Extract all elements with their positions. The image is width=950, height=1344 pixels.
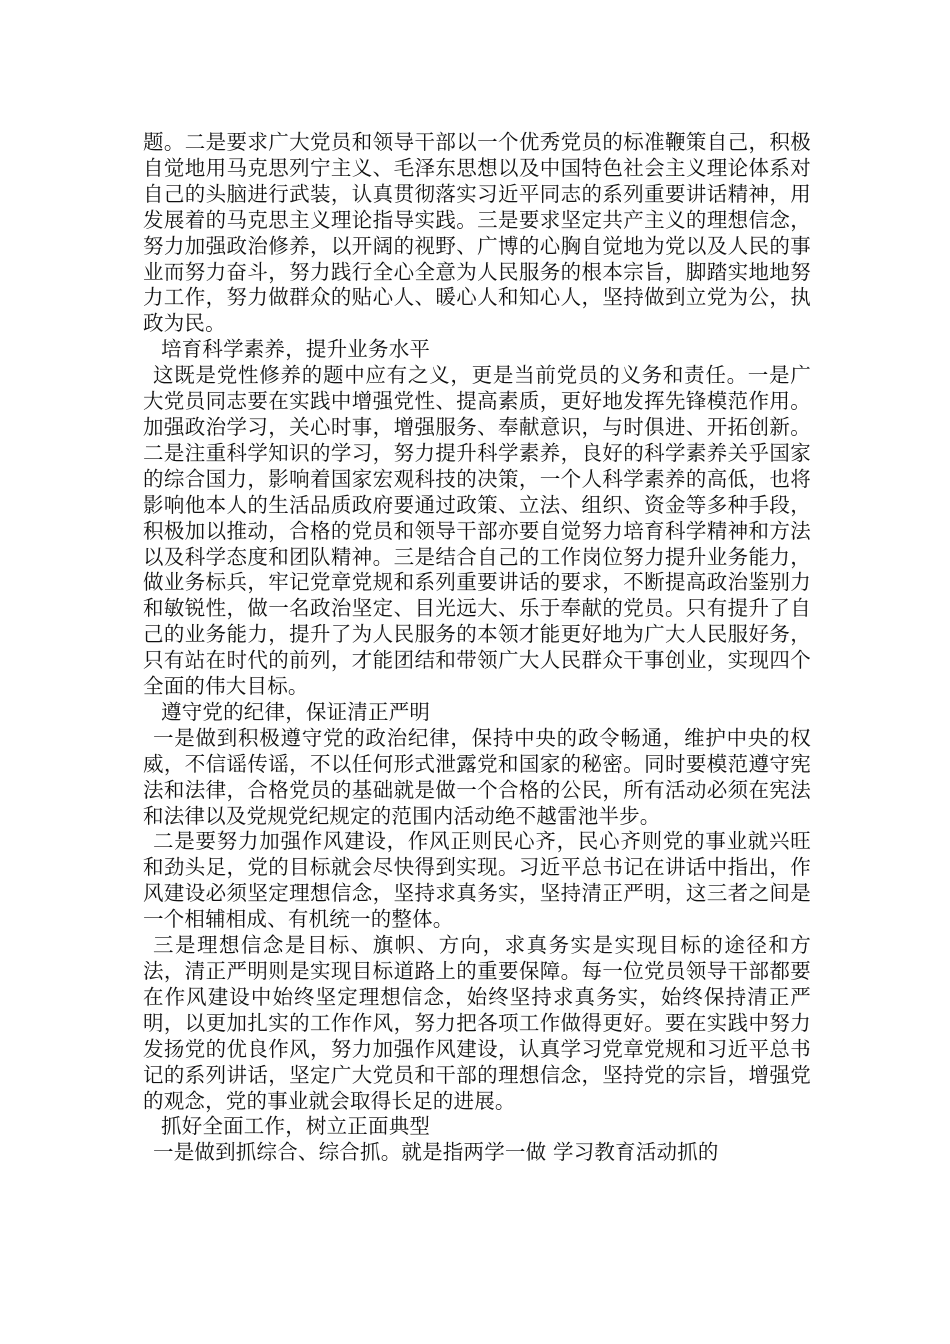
section-heading: 培育科学素养，提升业务水平	[161, 337, 431, 362]
document-body	[143, 130, 811, 1166]
body-paragraph: 一是做到积极遵守党的政治纪律，保持中央的政令畅通，维护中央的权威，不信谣传谣，不以任何形式泄露党和国家的秘密。同时要模范遵守宪法和法律，合格党员的基础就是做一个合格的公民，所有活动必须在宪法和法律以及党规党纪规定的范围内活动绝不越雷池半步。	[143, 725, 811, 828]
body-paragraph: 这既是党性修养的题中应有之义，更是当前党员的义务和责任。一是广大党员同志要在实践中增强党性、提高素质，更好地发挥先锋模范作用。加强政治学习，关心时事，增强服务、奉献意识，与时俱进、开拓创新。二是注重科学知识的学习，努力提升科学素养，良好的科学素养关乎国家的综合国力，影响着国家宏观科技的决策，一个人科学素养的高低，也将影响他本人的生活品质政府要通过政策、立法、组织、资金等多种手段，积极加以推动，合格的党员和领导干部亦要自觉努力培育科学精神和方法以及科学态度和团队精神。三是结合自己的工作岗位努力提升业务能力，做业务标兵，牢记党章党规和系列重要讲话的要求，不断提高政治鉴别力和敏锐性，做一名政治坚定、目光远大、乐于奉献的党员。只有提升了自己的业务能力，提升了为人民服务的本领才能更好地为广大人民服好务，只有站在时代的前列，才能团结和带领广大人民群众干事创业，实现四个全面的伟大目标。	[143, 363, 811, 699]
body-paragraph: 题。二是要求广大党员和领导干部以一个优秀党员的标准鞭策自己，积极自觉地用马克思列宁主义、毛泽东思想以及中国特色社会主义理论体系对自己的头脑进行武装，认真贯彻落实习近平同志的系列重要讲话精神，用发展着的马克思主义理论指导实践。三是要求坚定共产主义的理想信念，努力加强政治修养，以开阔的视野、广博的心胸自觉地为党以及人民的事业而努力奋斗，努力践行全心全意为人民服务的根本宗旨，脚踏实地地努力工作，努力做群众的贴心人、暖心人和知心人，坚持做到立党为公，执政为民。	[143, 130, 811, 336]
section-heading: 抓好全面工作，树立正面典型	[161, 1114, 431, 1139]
body-paragraph: 一是做到抓综合、综合抓。就是指两学一做 学习教育活动抓的	[153, 1140, 719, 1165]
body-paragraph: 二是要努力加强作风建设，作风正则民心齐，民心齐则党的事业就兴旺和劲头足，党的目标就会尽快得到实现。习近平总书记在讲话中指出，作风建设必须坚定理想信念，坚持求真务实，坚持清正严明，这三者之间是一个相辅相成、有机统一的整体。	[143, 829, 811, 932]
body-paragraph: 三是理想信念是目标、旗帜、方向，求真务实是实现目标的途径和方法，清正严明则是实现目标道路上的重要保障。每一位党员领导干部都要在作风建设中始终坚定理想信念，始终坚持求真务实，始终保持清正严明，以更加扎实的工作作风，努力把各项工作做得更好。要在实践中努力发扬党的优良作风，努力加强作风建设，认真学习党章党规和习近平总书记的系列讲话，坚定广大党员和干部的理想信念，坚持党的宗旨，增强党的观念，党的事业就会取得长足的进展。	[143, 933, 811, 1113]
section-heading: 遵守党的纪律，保证清正严明	[161, 699, 431, 724]
